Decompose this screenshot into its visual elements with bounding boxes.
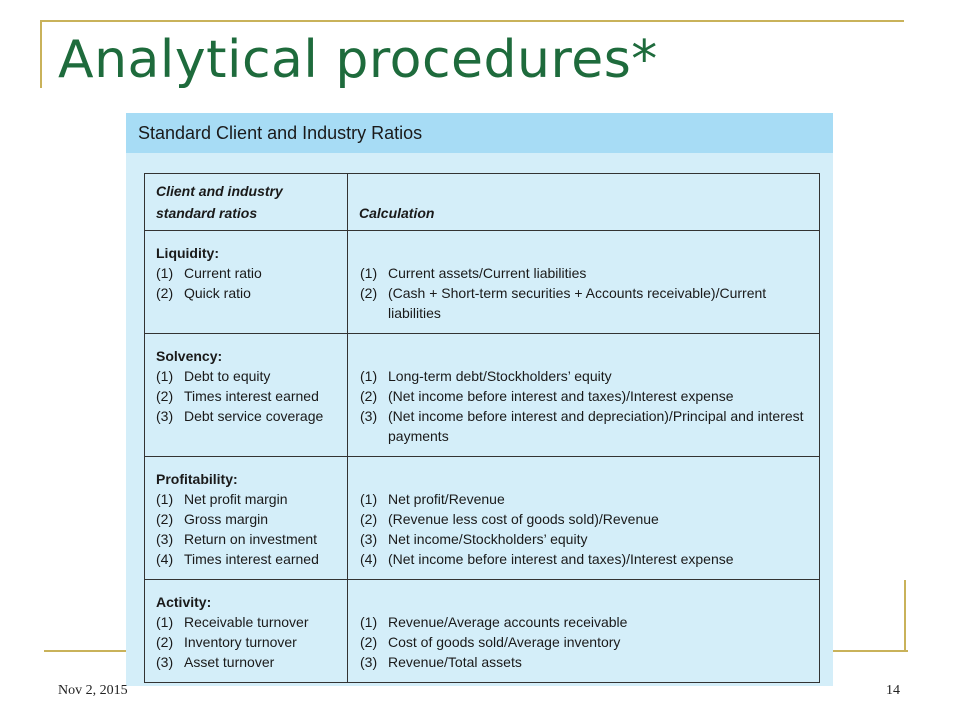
table-row <box>145 579 819 682</box>
table-row <box>145 456 819 579</box>
category-label: Profitability: <box>156 471 238 487</box>
ratio-name: (2) Quick ratio <box>156 285 251 301</box>
decorative-frame-top <box>40 20 904 22</box>
ratio-name: (2) Inventory turnover <box>156 634 297 650</box>
ratio-calculation: (1) Revenue/Average accounts receivable <box>360 614 628 630</box>
category-label: Liquidity: <box>156 245 219 261</box>
ratios-table <box>144 173 820 683</box>
ratios-figure <box>126 113 833 686</box>
ratio-name: (2) Gross margin <box>156 511 269 527</box>
ratio-calculation: (3) (Net income before interest and depreciation)/Principal and interest payments <box>360 408 804 444</box>
decorative-frame-right <box>904 580 906 652</box>
header-left-cell <box>145 174 348 230</box>
header-calculation: Calculation <box>359 205 435 221</box>
page-number: 14 <box>886 683 900 698</box>
ratio-calculation: (4) (Net income before interest and taxes)/Interest expense <box>360 551 734 567</box>
header-left-line-1: Client and industry <box>156 183 283 199</box>
figure-title: Standard Client and Industry Ratios <box>126 113 833 153</box>
header-left-line-2: standard ratios <box>156 205 258 221</box>
ratio-calculation: (2) (Revenue less cost of goods sold)/Revenue <box>360 511 659 527</box>
slide-title: Analytical procedures* <box>58 30 658 90</box>
ratio-name: (1) Receivable turnover <box>156 614 309 630</box>
ratio-calculation: (1) Current assets/Current liabilities <box>360 265 587 281</box>
ratio-calculation: (2) (Net income before interest and taxes)/Interest expense <box>360 388 734 404</box>
table-row <box>145 230 819 333</box>
category-label: Solvency: <box>156 348 223 364</box>
ratio-calculation: (3) Net income/Stockholders’ equity <box>360 531 588 547</box>
ratio-name: (3) Asset turnover <box>156 654 275 670</box>
ratio-name: (1) Net profit margin <box>156 491 288 507</box>
ratio-name: (2) Times interest earned <box>156 388 319 404</box>
table-row <box>145 333 819 456</box>
ratio-name: (3) Return on investment <box>156 531 318 547</box>
ratio-calculation: (2) Cost of goods sold/Average inventory <box>360 634 621 650</box>
ratio-calculation: (2) (Cash + Short-term securities + Accounts receivable)/Current liabilities <box>360 285 767 321</box>
ratio-calculation: (1) Net profit/Revenue <box>360 491 505 507</box>
ratio-calculation: (3) Revenue/Total assets <box>360 654 522 670</box>
table-header-row <box>145 174 819 230</box>
ratio-name: (1) Debt to equity <box>156 368 271 384</box>
decorative-frame-left <box>40 20 42 88</box>
ratio-calculation: (1) Long-term debt/Stockholders’ equity <box>360 368 612 384</box>
ratio-name: (3) Debt service coverage <box>156 408 324 424</box>
ratio-name: (4) Times interest earned <box>156 551 319 567</box>
category-label: Activity: <box>156 594 212 610</box>
footer-date: Nov 2, 2015 <box>58 683 128 698</box>
ratio-name: (1) Current ratio <box>156 265 262 281</box>
header-right-cell <box>348 174 819 230</box>
